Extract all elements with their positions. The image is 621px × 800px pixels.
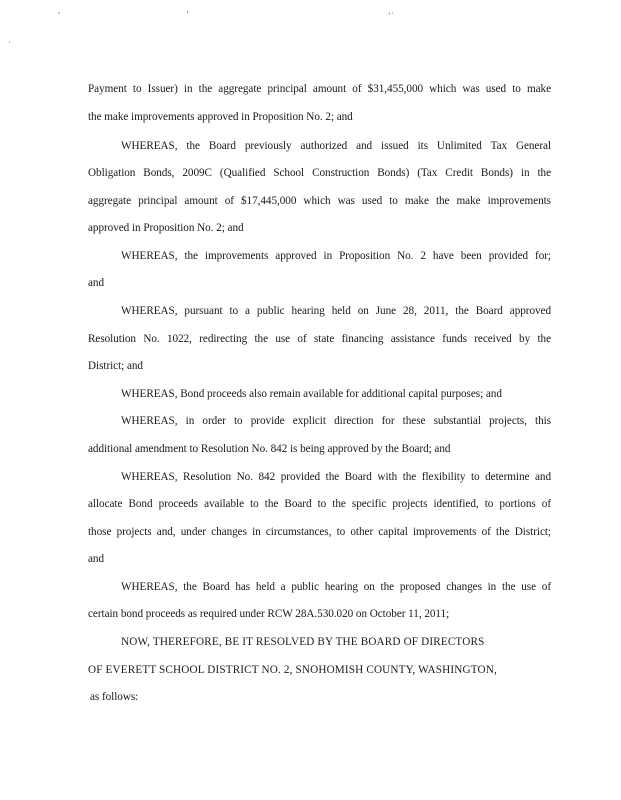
resolved-heading: NOW, THEREFORE, BE IT RESOLVED BY THE BOARD OF DIRECTORS <box>121 636 485 648</box>
text-line: Payment to Issuer) in the aggregate principal amount of $31,455,000 which was used to make <box>88 83 551 95</box>
text-line: certain bond proceeds as required under RCW 28A.530.020 on October 11, 2011; <box>88 608 450 620</box>
scan-mark: , <box>58 5 61 15</box>
text-line: Resolution No. 1022, redirecting the use of state financing assistance funds received by the <box>88 333 551 345</box>
text-line: WHEREAS, Resolution No. 842 provided the Board with the flexibility to determine and <box>121 471 551 483</box>
text-line: WHEREAS, the Board previously authorized and issued its Unlimited Tax General <box>121 140 551 152</box>
text-line: allocate Bond proceeds available to the Board to the specific projects identified, to portions of <box>88 498 551 510</box>
text-line: WHEREAS, the Board has held a public hearing on the proposed changes in the use of <box>121 581 551 593</box>
scan-mark: ’˙ <box>388 11 394 21</box>
text-line: and <box>88 277 105 289</box>
text-line: those projects and, under changes in circumstances, to other capital improvements of the District; <box>88 526 551 538</box>
text-line: as follows: <box>90 691 139 703</box>
text-line: approved in Proposition No. 2; and <box>88 222 244 234</box>
scan-mark: ‘ <box>186 9 189 19</box>
text-line: District; and <box>88 360 143 372</box>
text-line: WHEREAS, the improvements approved in Proposition No. 2 have been provided for; <box>121 250 551 262</box>
text-line: the make improvements approved in Proposition No. 2; and <box>88 111 353 123</box>
text-line: WHEREAS, pursuant to a public hearing held on June 28, 2011, the Board approved <box>121 305 551 317</box>
resolved-heading: OF EVERETT SCHOOL DISTRICT NO. 2, SNOHOMISH COUNTY, WASHINGTON, <box>88 664 497 676</box>
scan-mark: · <box>8 37 11 47</box>
text-line: aggregate principal amount of $17,445,000 which was used to make the make improvements <box>88 195 551 207</box>
text-line: Obligation Bonds, 2009C (Qualified School Construction Bonds) (Tax Credit Bonds) in the <box>88 167 551 179</box>
text-line: WHEREAS, in order to provide explicit direction for these substantial projects, this <box>121 415 551 427</box>
text-line: and <box>88 553 105 565</box>
text-line: additional amendment to Resolution No. 842 is being approved by the Board; and <box>88 443 451 455</box>
text-line: WHEREAS, Bond proceeds also remain available for additional capital purposes; and <box>121 388 502 400</box>
